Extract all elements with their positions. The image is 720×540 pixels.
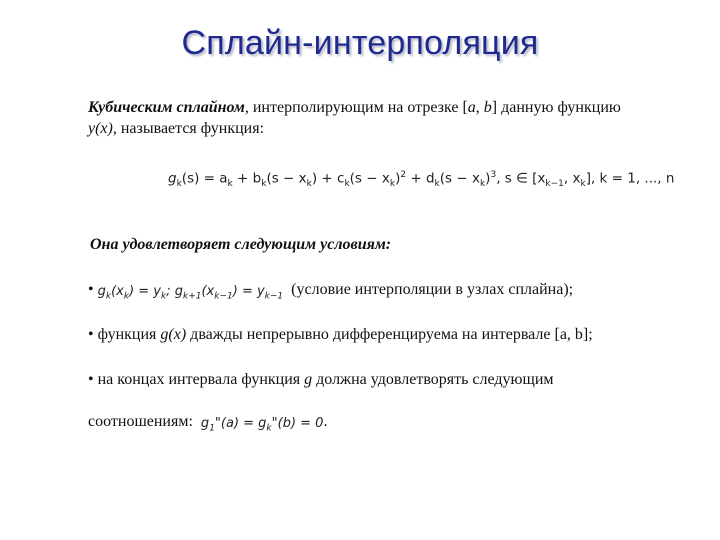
boundary-formula: $g_1"(a)$ = $g_k"(b) = 0$ — [200, 416, 324, 434]
condition-endpoints: • на концах интервала функция g должна удовлетворять следующим — [88, 371, 554, 388]
spline-formula: $g_k(s) = a_k + b_k(s - x_k) + c_k(s - x_k)^2 + d_k(s - x_k)^3$, s ∈ [$x_{k-1}$, $x_k$], k = 1, ..., n — [168, 170, 675, 190]
interpolation-formula: $g_k(x_k) = y_k$; $g_{k+1}(x_{k-1}) = y_{k-1}$ — [97, 284, 284, 302]
condition-endpoints-relations: соотношениям: $g_1"(a)$ = $g_k"(b) = 0$. — [88, 413, 328, 434]
condition-interpolation: • $g_k(x_k) = y_k$; $g_{k+1}(x_{k-1}) = y_{k-1}$ (условие интерполяции в узлах сплайна); — [88, 281, 574, 302]
slide-title: Сплайн-интерполяция — [181, 24, 539, 62]
definition-term: Кубическим сплайном — [88, 99, 245, 116]
definition-function: y(x) — [88, 120, 113, 137]
bullet: • — [88, 281, 94, 298]
definition-paragraph: Кубическим сплайном, интерполирующим на отрезке [a, b] данную функцию y(x), называется функция: — [88, 99, 621, 137]
conditions-heading: Она удовлетворяет следующим условиям: — [90, 236, 392, 253]
condition-differentiable: • функция g(x) дважды непрерывно дифференцируема на интервале [a, b]; — [88, 326, 593, 343]
